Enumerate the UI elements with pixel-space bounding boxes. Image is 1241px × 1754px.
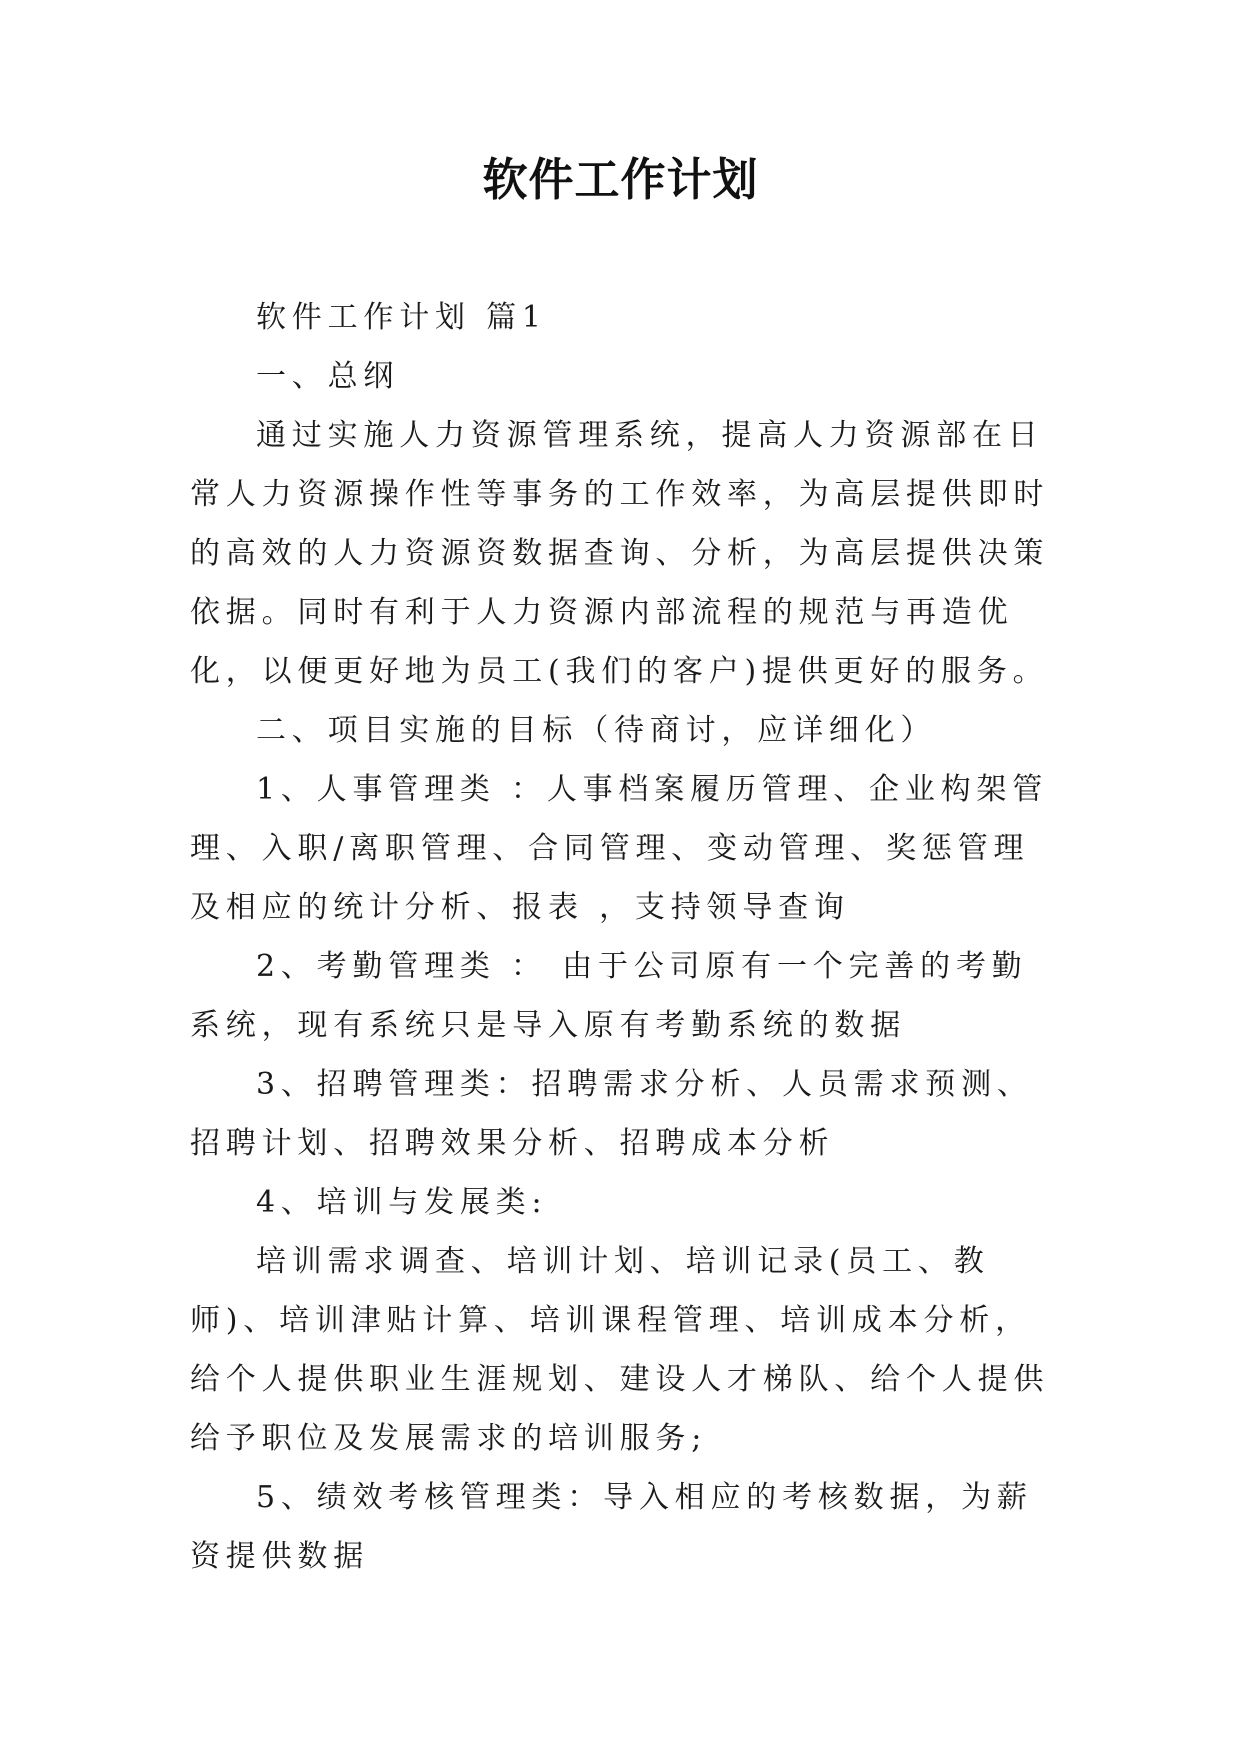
paragraph-item-performance: 5、绩效考核管理类：导入相应的考核数据，为薪资提供数据 bbox=[190, 1480, 1033, 1574]
paragraph-section-1-heading: 一、总纲 bbox=[256, 359, 400, 394]
paragraph-item-training-heading: 4、培训与发展类: bbox=[256, 1185, 548, 1220]
paragraph-item-recruitment: 3、招聘管理类：招聘需求分析、人员需求预测、招聘计划、招聘效果分析、招聘成本分析 bbox=[190, 1067, 1033, 1161]
document-body bbox=[190, 288, 1060, 1586]
paragraph-item-training-detail: 培训需求调查、培训计划、培训记录(员工、教师)、培训津贴计算、培训课程管理、培训成本分析，给个人提供职业生涯规划、建设人才梯队、给个人提供给予职位及发展需求的培训服务; bbox=[190, 1244, 1050, 1456]
paragraph-article-heading: 软件工作计划 篇1 bbox=[256, 300, 547, 335]
paragraph-overview: 通过实施人力资源管理系统，提高人力资源部在日常人力资源操作性等事务的工作效率，为高层提供即时的高效的人力资源资数据查询、分析，为高层提供决策依据。同时有利于人力资源内部流程的规范与再造优化，以便更好地为员工(我们的客户)提供更好的服务。 bbox=[190, 418, 1050, 689]
paragraph-section-2-heading: 二、项目实施的目标（待商讨，应详细化） bbox=[256, 713, 937, 748]
paragraph-item-personnel: 1、人事管理类 ：人事档案履历管理、企业构架管理、入职/离职管理、合同管理、变动管理、奖惩管理及相应的统计分析、报表 ，支持领导查询 bbox=[190, 772, 1049, 925]
paragraph-item-attendance: 2、考勤管理类 ： 由于公司原有一个完善的考勤系统，现有系统只是导入原有考勤系统的数据 bbox=[190, 949, 1028, 1043]
document-title: 软件工作计划 bbox=[482, 153, 759, 206]
